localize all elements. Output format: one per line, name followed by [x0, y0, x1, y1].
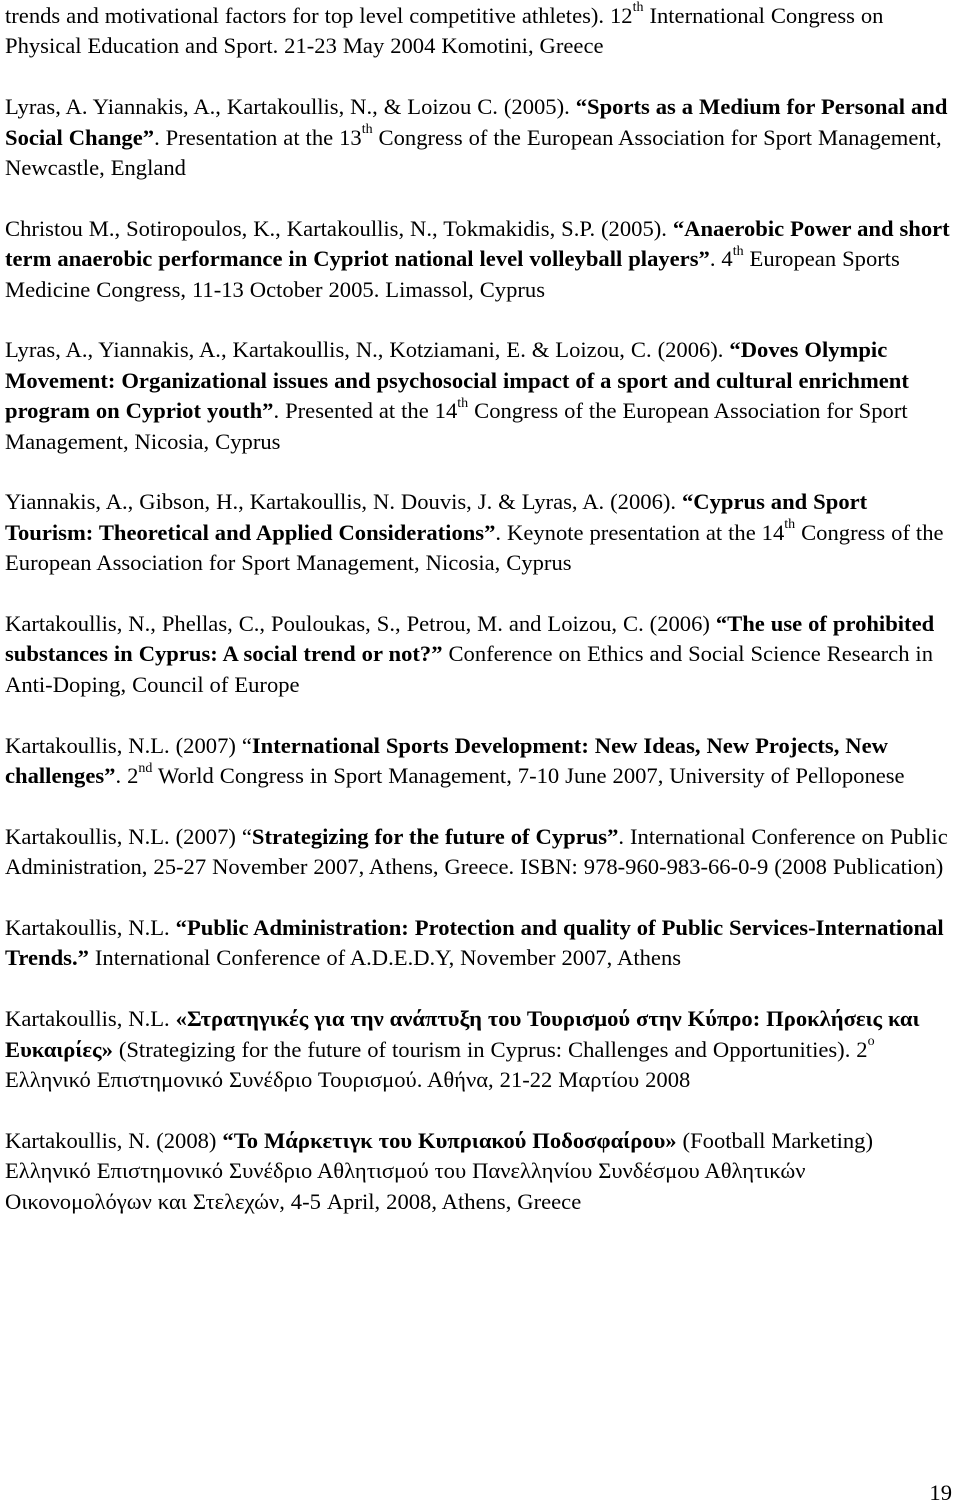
- reference-entry: [5, 487, 955, 578]
- document-page: [5, 0, 955, 1217]
- superscript: ο: [867, 1034, 875, 1050]
- superscript: th: [732, 243, 744, 259]
- reference-list: [5, 1, 955, 1217]
- reference-title: Strategizing for the future of Cyprus”: [251, 823, 619, 849]
- superscript: th: [457, 395, 469, 411]
- superscript: th: [784, 517, 796, 533]
- reference-text: . International Conference on Public Administration, 25-27 November 2007, Athens, Greece. ISBN: 978-960-983-66-0-9 (2008 Publication): [5, 823, 948, 880]
- reference-entry: [5, 1, 955, 62]
- reference-text: . Presented at the 14: [273, 398, 458, 424]
- reference-title: “Sports as a Medium for Personal and Social Change”: [5, 94, 948, 150]
- reference-text: Lyras, A. Yiannakis, A., Kartakoullis, N., & Loizou C. (2005).: [5, 94, 576, 120]
- reference-title: “Anaerobic Power and short term anaerobic performance in Cypriot national level volleyball players”: [5, 215, 950, 272]
- superscript: nd: [138, 760, 153, 776]
- reference-entry: [5, 731, 955, 792]
- reference-text: Kartakoullis, N.L. (2007) “: [5, 823, 252, 849]
- reference-text: . Presentation at the 13: [154, 124, 362, 150]
- superscript: th: [632, 0, 644, 16]
- page-number: 19: [929, 1480, 952, 1505]
- reference-text: International Congress on Physical Education and Sport. 21-23 May 2004 Komotini, Greece: [5, 3, 884, 59]
- reference-text: International Conference of A.D.E.D.Y, November 2007, Athens: [88, 945, 682, 971]
- reference-entry: [5, 1126, 955, 1217]
- reference-title: «Στρατηγικές για την ανάπτυξη του Τουρισμού στην Κύπρο: Προκλήσεις και Ευκαιρίες»: [5, 1006, 920, 1062]
- reference-entry: [5, 92, 955, 183]
- reference-text: Kartakoullis, N., Phellas, C., Pouloukas, S., Petrou, M. and Loizou, C. (2006): [5, 611, 716, 637]
- superscript: th: [361, 122, 373, 138]
- reference-text: Kartakoullis, N. (2008): [5, 1127, 223, 1153]
- reference-text: Kartakoullis, N.L.: [5, 1006, 176, 1032]
- reference-text: Lyras, A., Yiannakis, A., Kartakoullis, N., Kotziamani, E. & Loizou, C. (2006).: [5, 337, 730, 363]
- reference-entry: [5, 913, 955, 974]
- reference-title: “The use of prohibited substances in Cyprus: A social trend or not?”: [5, 611, 935, 667]
- reference-text: Kartakoullis, N.L. (2007) “: [5, 732, 252, 758]
- reference-entry: [5, 822, 955, 883]
- reference-text: . 2: [115, 763, 139, 789]
- reference-text: trends and motivational factors for top level competitive athletes). 12: [5, 3, 633, 28]
- reference-title: “Doves Olympic Movement: Organizational issues and psychosocial impact of a sport and cultural enrichment program on Cypriot youth”: [5, 337, 909, 424]
- reference-text: Yiannakis, A., Gibson, H., Kartakoullis, N. Douvis, J. & Lyras, A. (2006).: [5, 489, 682, 515]
- reference-entry: [5, 335, 955, 457]
- reference-text: Conference on Ethics and Social Science Research in Anti-Doping, Council of Europe: [5, 641, 934, 697]
- reference-text: Congress of the European Association for Sport Management, Nicosia, Cyprus: [5, 398, 908, 454]
- reference-entry: [5, 1004, 955, 1095]
- reference-entry: [5, 214, 955, 305]
- reference-entry: [5, 609, 955, 700]
- reference-text: Christou M., Sotiropoulos, K., Kartakoullis, N., Tokmakidis, S.P. (2005).: [5, 215, 673, 241]
- reference-text: European Sports Medicine Congress, 11-13 October 2005. Limassol, Cyprus: [5, 246, 900, 302]
- reference-title: “Cyprus and Sport Tourism: Theoretical and Applied Considerations”: [5, 489, 868, 545]
- reference-text: . 4: [709, 246, 733, 272]
- reference-text: (Football Marketing) Ελληνικό Επιστημονικό Συνέδριο Αθλητισμού του Πανελληνίου Συνδέσμου Αθλητικών Οικονομολόγων και Στελεχών, 4-5 April, 2008, Athens, Greece: [5, 1127, 873, 1214]
- reference-text: (Strategizing for the future of tourism in Cyprus: Challenges and Opportunities). 2: [112, 1036, 868, 1062]
- reference-text: World Congress in Sport Management, 7-10 June 2007, University of Pelloponese: [152, 763, 905, 789]
- reference-text: Ελληνικό Επιστημονικό Συνέδριο Τουρισμού. Αθήνα, 21-22 Μαρτίου 2008: [5, 1067, 691, 1093]
- reference-text: Congress of the European Association for Sport Management, Nicosia, Cyprus: [5, 519, 944, 576]
- reference-title: International Sports Development: New Ideas, New Projects, New challenges”: [5, 732, 888, 789]
- reference-text: Kartakoullis, N.L.: [5, 915, 176, 941]
- reference-text: Congress of the European Association for Sport Management, Newcastle, England: [5, 124, 942, 181]
- reference-title: “Το Μάρκετιγκ του Κυπριακού Ποδοσφαίρου»: [222, 1127, 677, 1153]
- reference-title: “Public Administration: Protection and quality of Public Services-International Trends.”: [5, 915, 944, 971]
- reference-text: . Keynote presentation at the 14: [495, 519, 785, 545]
